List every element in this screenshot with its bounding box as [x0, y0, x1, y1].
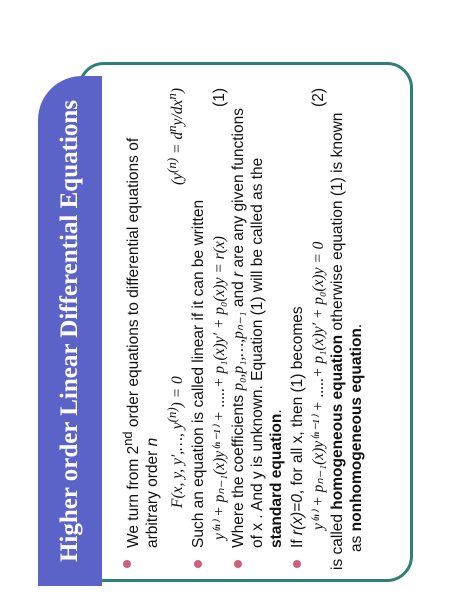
equation-number: (1): [211, 88, 229, 107]
text-line: Such an equation is called linear if it can be written: [190, 199, 208, 548]
equation-number: (2): [310, 88, 328, 107]
formula-general-form: F(x, y, y′,…, $y^{(n)}) = 0$ $(y^{(n)} = d^ny/dx^n)$: [164, 88, 187, 508]
formula-standard-equation: y⁽ⁿ⁾ + pₙ₋₁(x)y⁽ⁿ⁻¹⁾ + .....+ p₁(x)y′ + p₀(x)y = r(x) (1): [211, 88, 229, 540]
text-line: Where the coefficients p₀,p₁,…,pₙ₋₁ and r are any given functions: [230, 108, 248, 548]
bullet-item-homogeneous-case: [288, 84, 307, 570]
text-line: arbitrary order n: [144, 437, 162, 548]
bullet-dot: [194, 560, 202, 568]
text-line: We turn from 2nd order equations to differential equations of: [120, 137, 143, 548]
text-line: If r(x)=0, for all x, then (1) becomes: [289, 306, 307, 548]
bullet-item-arbitrary-order: [118, 84, 187, 570]
slide-title: Higher order Linear Differential Equations: [56, 99, 83, 563]
slide-content: [118, 84, 386, 570]
text-line: as nonhomogeneous equation.: [348, 323, 366, 552]
bullet-item-coefficients: [229, 84, 286, 570]
text-line: is called homogeneous equation otherwise equation (1) is known: [329, 112, 347, 570]
bullet-item-linear-definition: [189, 84, 208, 570]
bullet-dot: [123, 560, 131, 568]
homogeneous-conclusion: [328, 84, 366, 570]
bullet-dot: [293, 560, 301, 568]
formula-homogeneous-equation: y⁽ⁿ⁾ + pₙ₋₁(x)y⁽ⁿ⁻¹⁾ + .....+ p₁(x)y′ + p₀(x)y = 0 (2): [310, 88, 328, 530]
text-line: of x . And y is unknown. Equation (1) will be called as the: [249, 157, 267, 548]
text-line: standard equation.: [268, 409, 286, 548]
bullet-dot: [234, 560, 242, 568]
